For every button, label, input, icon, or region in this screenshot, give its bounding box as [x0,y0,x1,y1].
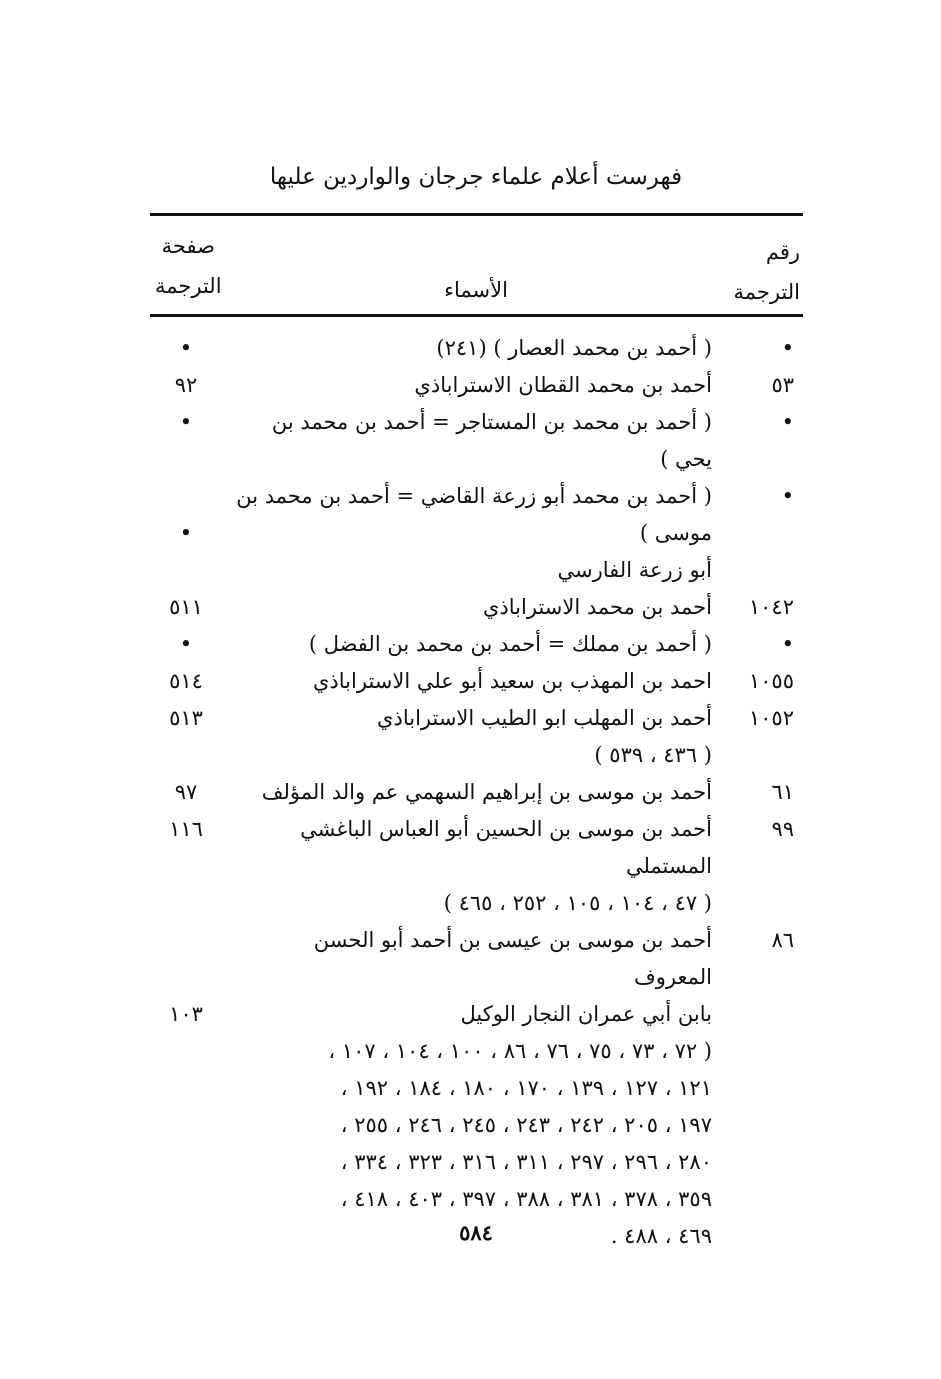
index-row [150,589,802,626]
entry-page: ٩٧ [174,780,198,804]
entry-number: ١٠٥٢ [748,706,794,730]
entry-name: أحمد بن موسى بن الحسين أبو العباس الباغشي المستملي [300,817,712,878]
entry-number: ٨٦ [771,928,794,952]
entry-name: ( أحمد بن مملك = أحمد بن محمد بن الفضل ) [308,632,712,656]
entry-number: • [781,632,794,656]
entry-name: ( ٧٢ ، ٧٣ ، ٧٥ ، ٧٦ ، ٨٦ ، ١٠٠ ، ١٠٤ ، ١٠٧ ، [328,1039,712,1063]
entry-number: • [781,336,794,360]
entry-page: • [179,632,193,656]
entry-name: أحمد بن محمد القطان الاستراباذي [414,373,712,397]
entry-name: أحمد بن موسى بن عيسى بن أحمد أبو الحسن المعروف [313,928,712,989]
entry-name: أحمد بن محمد الاستراباذي [482,595,712,619]
entry-page: ٥١٤ [169,669,203,693]
entry-name: ٣٥٩ ، ٣٧٨ ، ٣٨١ ، ٣٨٨ ، ٣٩٧ ، ٤٠٣ ، ٤١٨ ، [340,1187,712,1211]
entry-number: ١٠٥٥ [748,669,794,693]
entry-name: ١٩٧ ، ٢٠٥ ، ٢٤٢ ، ٢٤٣ ، ٢٤٥ ، ٢٤٦ ، ٢٥٥ ، [340,1113,712,1137]
entry-page: ٩٢ [174,373,198,397]
entry-page: ٥١١ [169,595,203,619]
header-top-rule [150,213,803,216]
entry-number: • [781,484,794,508]
entry-number: ١٠٤٢ [748,595,794,619]
entry-name: بابن أبي عمران النجار الوكيل [460,1002,712,1026]
index-row [150,552,802,589]
entry-page: ١١٦ [169,817,203,841]
entry-number: • [781,410,794,434]
entry-number: ٥٣ [771,373,794,397]
index-row [150,478,802,515]
entry-name: ٤٦٩ ، ٤٨٨ . [610,1224,712,1248]
entry-number: ٩٩ [771,817,794,841]
index-row [150,737,802,774]
entry-name: أحمد بن موسى بن إبراهيم السهمي عم والد المؤلف [261,780,712,804]
index-row [150,1144,802,1181]
entry-name: ( أحمد بن محمد بن المستاجر = أحمد بن محمد بن يحي ) [271,410,712,471]
entry-name: ( ٤٣٦ ، ٥٣٩ ) [594,743,712,767]
entry-name: أحمد بن المهلب ابو الطيب الاستراباذي [377,706,712,730]
entry-name: ( أحمد بن محمد أبو زرعة القاضي = أحمد بن محمد بن [236,484,712,508]
entry-number: ٦١ [771,780,794,804]
entry-page: ١٠٣ [169,1002,203,1026]
index-row [150,885,802,922]
entry-page: • [179,336,193,360]
page-number: ٥٨٤ [459,1220,493,1245]
header-bottom-rule [150,314,803,317]
entry-name: احمد بن المهذب بن سعيد أبو علي الاستراباذي [312,669,712,693]
index-row [150,330,802,367]
header-page: صفحة الترجمة [155,234,222,298]
entry-name: أبو زرعة الفارسي [557,558,712,582]
page-title: فهرست أعلام علماء جرجان والواردين عليها [269,164,683,190]
index-row [150,626,802,663]
index-row [150,663,802,700]
entry-name: ١٢١ ، ١٢٧ ، ١٣٩ ، ١٧٠ ، ١٨٠ ، ١٨٤ ، ١٩٢ ، [340,1076,712,1100]
index-row [150,404,802,478]
entry-page: • [179,410,193,434]
entry-name: ( ٤٧ ، ١٠٤ ، ١٠٥ ، ٢٥٢ ، ٤٦٥ ) [443,891,712,915]
index-row [150,515,802,552]
index-row [150,1033,802,1070]
entry-page: ٥١٣ [169,706,203,730]
index-row [150,922,802,996]
index-row [150,367,802,404]
entry-name: ( أحمد بن محمد العصار ) (٢٤١) [436,336,712,360]
index-row [150,774,802,811]
header-names: الأسماء [444,278,508,302]
index-row [150,1107,802,1144]
header-entry-number: رقم الترجمة [733,240,800,304]
entry-name: موسى ) [639,521,712,545]
index-row [150,811,802,885]
entry-page: • [179,521,193,545]
entry-name: ٢٨٠ ، ٢٩٦ ، ٢٩٧ ، ٣١١ ، ٣١٦ ، ٣٢٣ ، ٣٣٤ ، [340,1150,712,1174]
index-row [150,1181,802,1218]
index-row [150,1070,802,1107]
index-row [150,996,802,1033]
index-entries [150,330,802,1255]
index-row [150,700,802,737]
